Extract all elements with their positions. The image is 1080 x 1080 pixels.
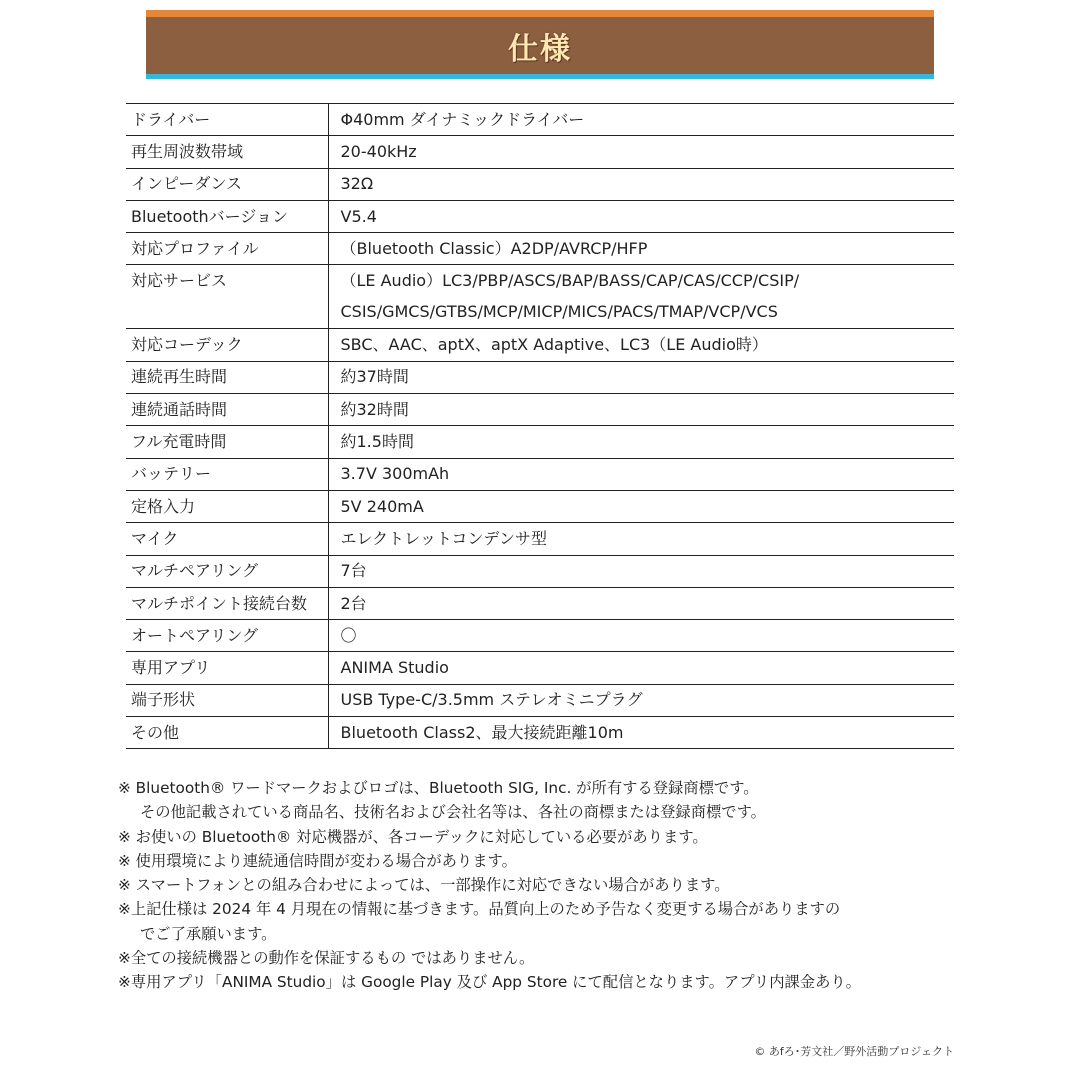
spec-row-driver (126, 104, 954, 136)
spec-value: 32Ω (340, 174, 374, 194)
spec-value: 〇 (340, 625, 357, 645)
note-no-guarantee: ※全ての接続機器との動作を保証するもの ではありません。 (118, 949, 535, 968)
spec-value: 約32時間 (340, 399, 409, 419)
note-smartphone: ※ スマートフォンとの組み合わせによっては、一部操作に対応できない場合があります。 (118, 876, 730, 895)
spec-label: その他 (126, 717, 328, 749)
spec-value: 20-40kHz (340, 141, 417, 161)
spec-row-talk-time (126, 394, 954, 426)
spec-value: ANIMA Studio (340, 658, 449, 678)
spec-value (328, 265, 954, 329)
spec-row-codecs (126, 329, 954, 361)
spec-value: 7台 (340, 561, 367, 581)
spec-label: バッテリー (126, 458, 328, 490)
copyright: © あfろ･芳文社／野外活動プロジェクト (754, 1045, 954, 1058)
note-app-distribution: ※専用アプリ「ANIMA Studio」は Google Play 及び App Store にて配信となります。アプリ内課金あり。 (118, 973, 861, 992)
spec-row-multi-pairing (126, 555, 954, 587)
spec-label: 連続通話時間 (126, 394, 328, 426)
spec-row-playback-time (126, 361, 954, 393)
spec-label: 端子形状 (126, 684, 328, 716)
notes-section (118, 776, 978, 995)
note-spec-date: ※上記仕様は 2024 年 4 月現在の情報に基づきます。品質向上のため予告なく変更する場合がありますの (118, 900, 841, 919)
spec-label: 再生周波数帯域 (126, 136, 328, 168)
spec-label: 専用アプリ (126, 652, 328, 684)
note-trademark: ※ Bluetooth® ワードマークおよびロゴは、Bluetooth SIG, Inc. が所有する登録商標です。 (118, 779, 759, 797)
spec-label: ドライバー (126, 104, 328, 136)
spec-row-dedicated-app (126, 652, 954, 684)
header-banner (146, 10, 934, 79)
spec-row-battery (126, 458, 954, 490)
spec-label: マルチポイント接続台数 (126, 587, 328, 619)
spec-row-rated-input (126, 490, 954, 522)
spec-value-line-2: CSIS/GMCS/GTBS/MCP/MICP/MICS/PACS/TMAP/VCP/VCS (340, 302, 778, 322)
spec-label: 対応プロファイル (126, 233, 328, 265)
spec-value: 3.7V 300mAh (340, 464, 450, 484)
spec-label: フル充電時間 (126, 426, 328, 458)
banner-band (146, 17, 934, 74)
note-spec-date-cont: でご了承願います。 (140, 924, 277, 943)
spec-label: 定格入力 (126, 490, 328, 522)
note-trademark-cont: その他記載されている商品名、技術名および会社名等は、各社の商標または登録商標です。 (140, 803, 766, 822)
spec-row-impedance (126, 168, 954, 200)
spec-row-auto-pairing (126, 620, 954, 652)
spec-label: マルチペアリング (126, 555, 328, 587)
spec-label: 対応コーデック (126, 329, 328, 361)
spec-row-services (126, 265, 954, 329)
spec-value: エレクトレットコンデンサ型 (340, 528, 548, 548)
spec-label: 連続再生時間 (126, 361, 328, 393)
spec-value: 約1.5時間 (340, 432, 414, 452)
spec-row-bluetooth-version (126, 200, 954, 232)
spec-row-frequency (126, 136, 954, 168)
spec-value: 2台 (340, 593, 367, 613)
spec-value-line-1: （LE Audio）LC3/PBP/ASCS/BAP/BASS/CAP/CAS/CCP/CSIP/ (340, 271, 800, 291)
spec-row-other (126, 717, 954, 749)
note-usage-environment: ※ 使用環境により連続通信時間が変わる場合があります。 (118, 851, 517, 870)
banner-top-stripe (146, 10, 934, 17)
spec-row-connector (126, 684, 954, 716)
spec-value: V5.4 (340, 206, 377, 226)
note-codec-support: ※ お使いの Bluetooth® 対応機器が、各コーデックに対応している必要があります。 (118, 827, 708, 846)
spec-value: 5V 240mA (340, 496, 424, 516)
spec-label: 対応サービス (126, 265, 328, 329)
spec-value: Bluetooth Class2、最大接続距離10m (340, 722, 624, 742)
spec-label: インピーダンス (126, 168, 328, 200)
spec-row-microphone (126, 523, 954, 555)
spec-label: オートペアリング (126, 620, 328, 652)
spec-value: USB Type-C/3.5mm ステレオミニプラグ (340, 690, 643, 710)
spec-value: Φ40mm ダイナミックドライバー (340, 109, 585, 129)
banner-bottom-stripe (146, 74, 934, 79)
spec-table (126, 103, 954, 749)
spec-value: 約37時間 (340, 367, 409, 387)
spec-row-multipoint (126, 587, 954, 619)
spec-row-profiles (126, 233, 954, 265)
spec-label: マイク (126, 523, 328, 555)
spec-label: Bluetoothバージョン (126, 200, 328, 232)
spec-row-charge-time (126, 426, 954, 458)
page-title: 仕様 (508, 31, 572, 67)
spec-value: SBC、AAC、aptX、aptX Adaptive、LC3（LE Audio時） (340, 335, 768, 355)
spec-value: （Bluetooth Classic）A2DP/AVRCP/HFP (340, 238, 648, 258)
